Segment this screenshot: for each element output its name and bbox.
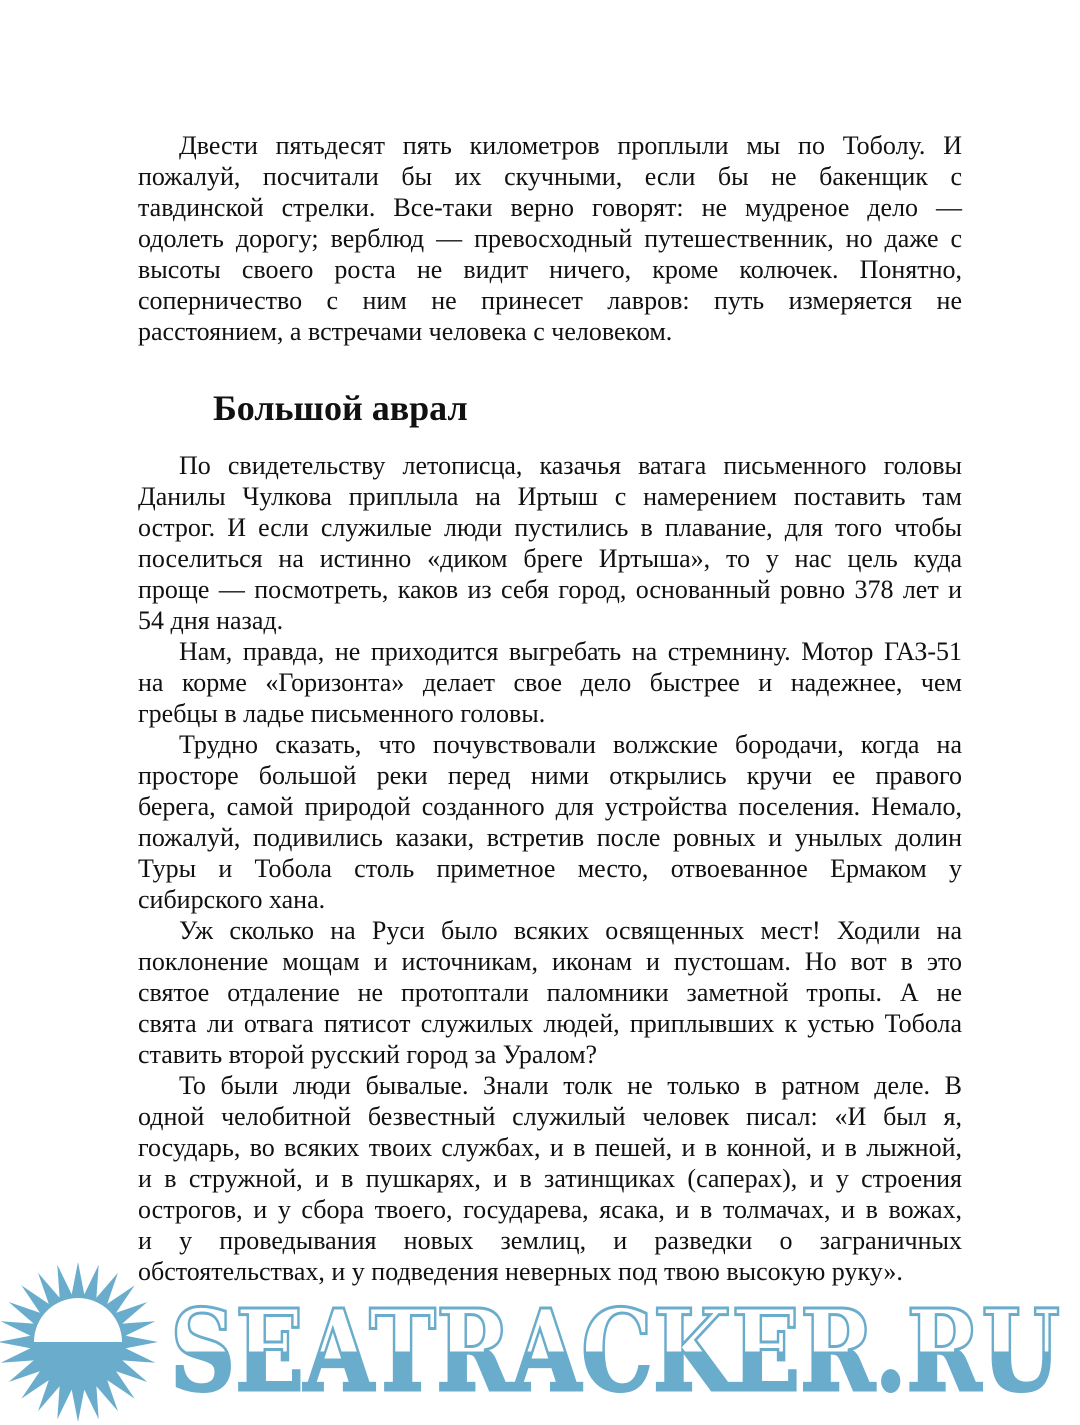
text-line: 54 дня назад.: [138, 606, 284, 635]
text-line: острогов, и у сбора твоего, государева, ясака, и в толмачах, и в вожах,: [138, 1195, 962, 1224]
paragraph: [138, 915, 962, 1070]
text-line: острог. И если служилые люди пустились в плавание, для того чтобы: [138, 513, 962, 542]
text-line: тавдинской стрелки. Все-таки верно говорят: не мудреное дело —: [138, 193, 962, 222]
text-line: поклонение мощам и источникам, иконам и пустошам. Но вот в это: [138, 947, 962, 976]
text-line: сибирского хана.: [138, 885, 326, 914]
paragraph: [138, 450, 962, 636]
text-line: пожалуй, посчитали бы их скучными, если бы не бакенщик с: [138, 162, 962, 191]
section-heading: Большой аврал: [213, 388, 468, 428]
text-line: одолеть дорогу; верблюд — превосходный путешественник, но даже с: [138, 224, 962, 253]
text-line: Туры и Тобола столь приметное место, отвоеванное Ермаком у: [138, 854, 962, 883]
text-line: свята ли отвага пятисот служилых людей, приплывших к устью Тобола: [138, 1009, 962, 1038]
text-line: Уж сколько на Руси было всяких освященных мест! Ходили на: [179, 916, 962, 945]
watermark-text: SEATRACKER.RU: [170, 1286, 1060, 1417]
text-line: высоты своего роста не видит ничего, кроме колючек. Понятно,: [138, 255, 962, 284]
text-line: и у проведывания новых землиц, и разведки о заграничных: [138, 1226, 962, 1255]
text-line: государь, во всяких твоих службах, и в пешей, и в конной, и в лыжной,: [138, 1133, 962, 1162]
text-line: проще — посмотреть, каков из себя город, основанный ровно 378 лет и: [138, 575, 962, 604]
text-line: Двести пятьдесят пять километров проплыли мы по Тоболу. И: [179, 131, 962, 160]
text-line: По свидетельству летописца, казачья ватага письменного головы: [179, 451, 962, 480]
text-line: обстоятельствах, и у подведения неверных под твою высокую руку».: [138, 1257, 903, 1286]
sun-icon: [0, 1262, 158, 1422]
text-line: на корме «Горизонта» делает свое дело быстрее и надежнее, чем: [138, 668, 962, 697]
text-line: То были люди бывалые. Знали толк не только в ратном деле. В: [179, 1071, 962, 1100]
paragraph: [138, 1070, 962, 1287]
text-line: просторе большой реки перед ними открылись кручи ее правого: [138, 761, 962, 790]
text-line: пожалуй, подивились казаки, встретив после ровных и унылых долин: [138, 823, 962, 852]
watermark-logo: [0, 1262, 1080, 1425]
paragraph: [138, 130, 962, 347]
paragraph: [138, 729, 962, 915]
text-line: и в стружной, и в пушкарях, и в затинщиках (саперах), и у строения: [138, 1164, 962, 1193]
text-line: берега, самой природой созданного для устройства поселения. Немало,: [138, 792, 962, 821]
text-line: гребцы в ладье письменного головы.: [138, 699, 546, 728]
intro-text: [138, 130, 962, 347]
text-line: одной челобитной безвестный служилый человек писал: «И был я,: [138, 1102, 962, 1131]
text-line: святое отдаление не протоптали паломники заметной тропы. А не: [138, 978, 962, 1007]
text-line: расстоянием, а встречами человека с человеком.: [138, 317, 673, 346]
text-line: Нам, правда, не приходится выгребать на стремнину. Мотор ГАЗ-51: [179, 637, 962, 666]
paragraph: [138, 636, 962, 729]
text-line: поселиться на истинно «диком бреге Иртыша», то у нас цель куда: [138, 544, 962, 573]
text-line: Данилы Чулкова приплыла на Иртыш с намерением поставить там: [138, 482, 962, 511]
text-line: соперничество с ним не принесет лавров: путь измеряется не: [138, 286, 962, 315]
text-line: Трудно сказать, что почувствовали волжские бородачи, когда на: [179, 730, 962, 759]
section-body: [138, 450, 962, 1287]
text-line: ставить второй русский город за Уралом?: [138, 1040, 598, 1069]
